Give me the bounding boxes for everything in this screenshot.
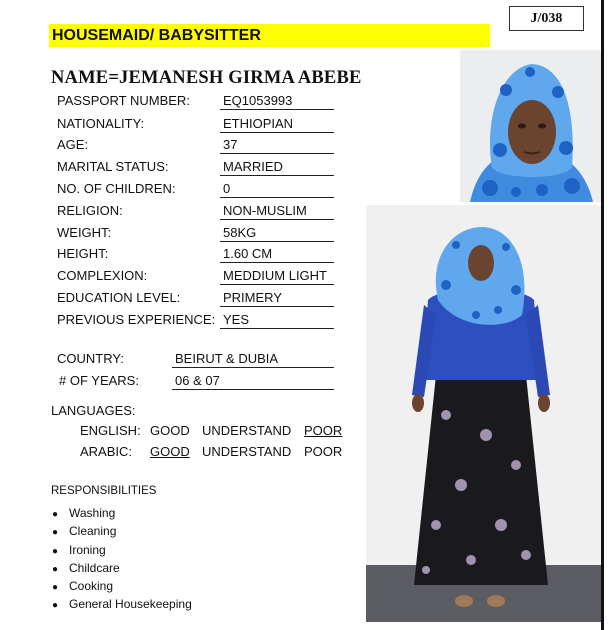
list-item: ● General Housekeeping: [51, 595, 192, 613]
passport-label: PASSPORT NUMBER:: [57, 93, 190, 108]
bullet-icon: ●: [52, 545, 59, 557]
languages-heading: LANGUAGES:: [51, 403, 136, 418]
experience-label: PREVIOUS EXPERIENCE:: [57, 312, 216, 327]
level-understand: UNDERSTAND: [202, 444, 292, 459]
age-label: AGE:: [57, 137, 89, 152]
full-body-illustration: [366, 205, 601, 622]
years-label: # OF YEARS:: [59, 373, 139, 388]
language-name: ARABIC:: [80, 444, 133, 459]
portrait-illustration: [460, 50, 601, 202]
language-row-arabic: [80, 444, 342, 459]
level-poor: POOR: [304, 444, 343, 459]
passport-value: EQ1053993: [220, 92, 334, 110]
religion-value: NON-MUSLIM: [220, 202, 334, 220]
list-item: ● Ironing: [51, 541, 192, 559]
age-value: 37: [220, 136, 334, 154]
portrait-photo: [460, 50, 601, 202]
level-understand: UNDERSTAND: [202, 423, 292, 438]
height-value: 1.60 CM: [220, 245, 334, 263]
full-body-photo: [366, 205, 601, 622]
level-good: GOOD: [150, 423, 190, 438]
marital-status-label: MARITAL STATUS:: [57, 159, 169, 174]
language-name: ENGLISH:: [80, 423, 141, 438]
list-item: ● Cooking: [51, 577, 192, 595]
job-title-banner: HOUSEMAID/ BABYSITTER: [49, 24, 490, 47]
responsibilities-heading: RESPONSIBILITIES: [51, 485, 157, 497]
bullet-icon: ●: [52, 527, 59, 539]
country-value: BEIRUT & DUBIA: [172, 350, 334, 368]
reference-code: J/038: [509, 6, 584, 31]
weight-label: WEIGHT:: [57, 225, 112, 240]
list-item: ● Washing: [51, 504, 192, 522]
complexion-value: MEDDIUM LIGHT: [220, 267, 334, 285]
experience-value: YES: [220, 311, 334, 329]
candidate-name: NAME=JEMANESH GIRMA ABEBE: [51, 68, 362, 88]
level-poor-selected: POOR: [304, 423, 343, 438]
list-item: ● Cleaning: [51, 522, 192, 540]
bullet-icon: ●: [52, 600, 59, 612]
bullet-icon: ●: [52, 582, 59, 594]
education-label: EDUCATION LEVEL:: [57, 290, 181, 305]
list-item: ● Childcare: [51, 559, 192, 577]
level-good-selected: GOOD: [150, 444, 190, 459]
education-value: PRIMERY: [220, 289, 334, 307]
weight-value: 58KG: [220, 224, 334, 242]
bullet-icon: ●: [52, 563, 59, 575]
marital-status-value: MARRIED: [220, 158, 334, 176]
years-value: 06 & 07: [172, 372, 334, 390]
children-value: 0: [220, 180, 334, 198]
nationality-value: ETHIOPIAN: [220, 115, 334, 133]
nationality-label: NATIONALITY:: [57, 116, 145, 131]
language-row-english: [80, 423, 342, 438]
country-label: COUNTRY:: [57, 351, 124, 366]
religion-label: RELIGION:: [57, 203, 123, 218]
complexion-label: COMPLEXION:: [57, 268, 148, 283]
page-edge: [601, 0, 604, 630]
responsibilities-list: [51, 504, 192, 614]
height-label: HEIGHT:: [57, 246, 109, 261]
bullet-icon: ●: [52, 509, 59, 520]
children-label: NO. OF CHILDREN:: [57, 181, 176, 196]
